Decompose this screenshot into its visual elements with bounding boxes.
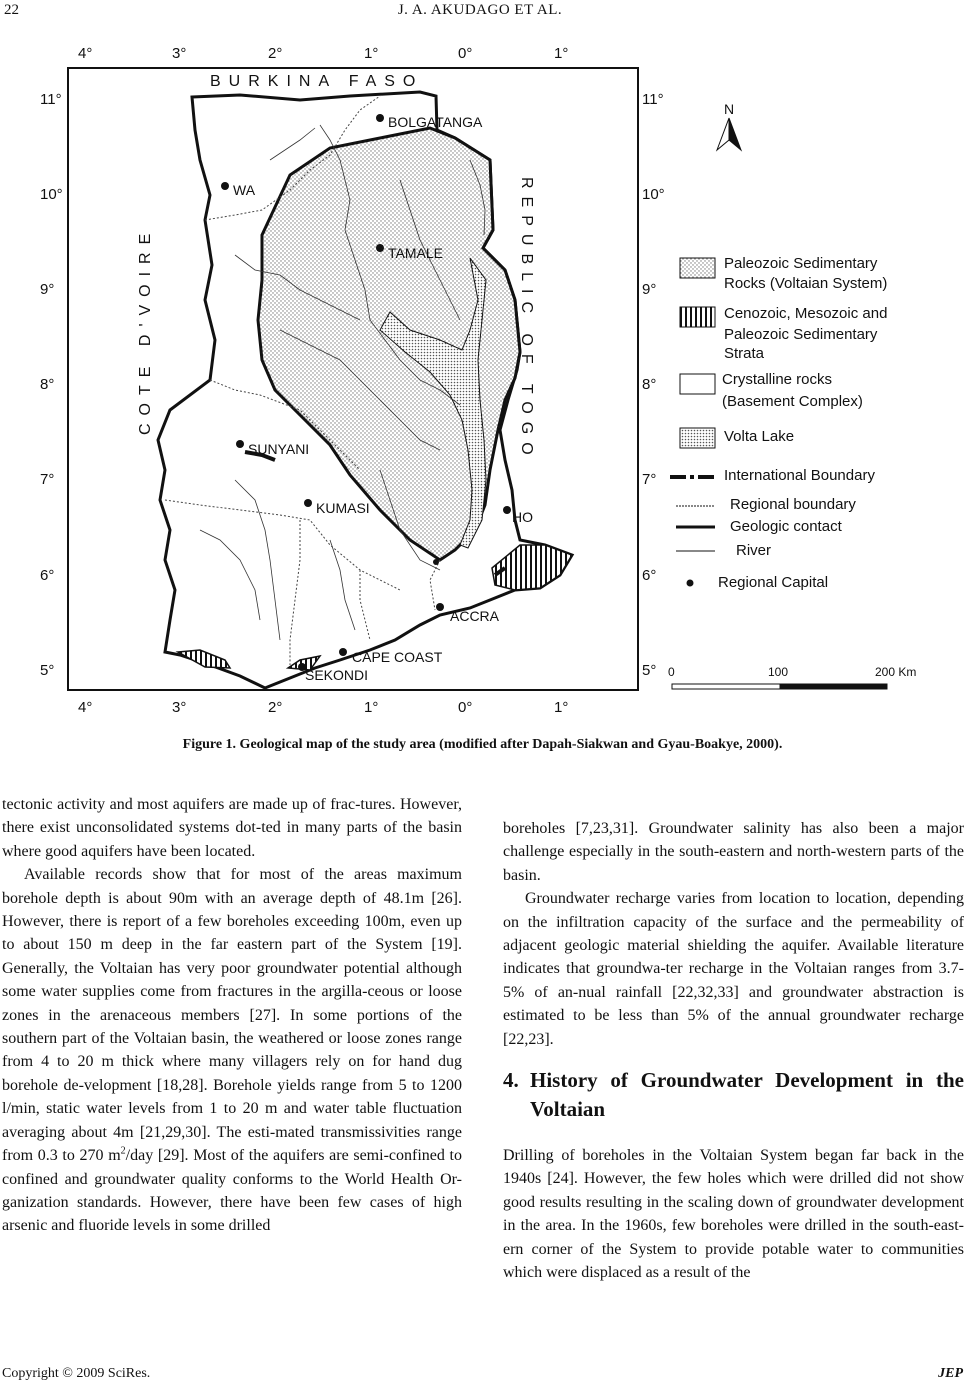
legend-label: Crystalline rocks [722, 371, 833, 388]
longitude-tick-label: 3° [172, 699, 187, 716]
svg-text:200 Km: 200 Km [875, 665, 917, 679]
country-label-north: BURKINA FASO [210, 73, 424, 90]
city-kumasi [304, 499, 312, 507]
latitude-tick-label: 11° [642, 91, 664, 108]
legend-label: Regional Capital [718, 574, 829, 591]
scale-bar [668, 665, 916, 689]
city-accra [436, 603, 444, 611]
copyright-footer: Copyright © 2009 SciRes. [2, 1366, 151, 1381]
longitude-tick-label: 2° [268, 45, 283, 62]
paragraph: Groundwater recharge varies from location to location, depending on the infiltration capacity of the surface and the permeability of adjacent geologic material shielding the aquifer. Available literature indicates that groundwa-ter recharge in the Voltaian ranges from 3.7-5% of an-nual rainfall [22,32,33] and groundwater abstraction is estimated to be less than 5% of the annual groundwater recharge [22,23]. [503, 890, 964, 1048]
legend-label: Cenozoic, Mesozoic and [724, 305, 888, 322]
legend-label: International Boundary [724, 467, 875, 484]
latitude-tick-label: 5° [40, 662, 55, 679]
paragraph: tectonic activity and most aquifers are made up of frac-tures. However, there exist unconsolidated systems dot-ted in many parts of the basin where good aquifers have been located. [2, 796, 462, 860]
legend-label: Volta Lake [724, 428, 795, 445]
right-column [503, 817, 964, 1285]
latitude-tick-label: 6° [40, 567, 55, 584]
section-heading [503, 1066, 964, 1124]
page-number: 22 [4, 2, 19, 18]
longitude-tick-label: 3° [172, 45, 187, 62]
city-label: HO [512, 509, 533, 525]
latitude-tick-label: 6° [642, 567, 657, 584]
legend-label: Rocks (Voltaian System) [724, 275, 888, 292]
geological-map-figure [0, 30, 965, 730]
city-sunyani [236, 440, 244, 448]
legend-label: Paleozoic Sedimentary [724, 326, 878, 343]
legend-label: Strata [724, 345, 765, 362]
latitude-tick-label: 9° [642, 281, 657, 298]
latitude-tick-label: 8° [642, 376, 657, 393]
north-arrow-icon [717, 101, 741, 150]
section-title: History of Groundwater Development in the Voltaian [530, 1068, 964, 1122]
city-label: SUNYANI [248, 441, 310, 457]
map-legend [670, 255, 887, 591]
country-label-east: REPUBLIC OF TOGO [518, 177, 535, 463]
latitude-tick-label: 11° [40, 91, 62, 108]
city-label: SEKONDI [305, 667, 369, 683]
legend-label: Paleozoic Sedimentary [724, 255, 878, 272]
city-label: CAPE COAST [352, 649, 443, 665]
latitude-tick-label: 10° [40, 186, 63, 203]
longitude-tick-label: 2° [268, 699, 283, 716]
longitude-tick-label: 1° [364, 45, 379, 62]
latitude-tick-label: 10° [642, 186, 665, 203]
left-column [2, 793, 462, 1238]
longitude-tick-label: 0° [458, 45, 473, 62]
svg-text:100: 100 [768, 665, 789, 679]
city-bolgatanga [376, 114, 384, 122]
latitude-tick-label: 9° [40, 281, 55, 298]
svg-text:0: 0 [668, 665, 675, 679]
city-marker-akosombo [433, 559, 439, 565]
journal-footer: JEP [938, 1366, 963, 1381]
city-label: ACCRA [450, 608, 500, 624]
legend-label: Regional boundary [730, 496, 856, 513]
city-label: KUMASI [316, 500, 370, 516]
legend-label: River [736, 542, 772, 559]
latitude-labels-left [40, 91, 63, 679]
latitude-tick-label: 7° [40, 471, 55, 488]
latitude-tick-label: 8° [40, 376, 55, 393]
longitude-tick-label: 1° [364, 699, 379, 716]
section-number: 4. [503, 1068, 519, 1093]
longitude-labels-top [78, 45, 568, 62]
longitude-tick-label: 4° [78, 699, 93, 716]
city-wa [221, 182, 229, 190]
running-head: J. A. AKUDAGO ET AL. [397, 2, 563, 18]
paragraph: Available records show that for most of the areas maximum borehole depth is about 90m with an average depth of 48.1m [26]. However, there is report of a few boreholes exceeding 100m, even up to about 150 m deep in the far eastern part of the System [19]. Generally, the Voltaian has very poor groundwater potential although some water supplies come from fractures in the argilla-ceous or loose zones in the arenaceous members [27]. In some portions of the southern part of the Voltaian basin, the weathered or loose zones range from 4 to 20 m thick where many villagers rely on for hand dug borehole de-velopment [18,28]. Borehole yields range from 5 to 1200 l/min, static water levels from 1 to 20 m and water table fluctuation averaging about 4m [21,29,30]. The esti-mated transmissivities range from 0.3 to 270 $m^2$/day [29]. Most of the aquifers are semi-confined to confined and groundwater quality conforms to the World Health Or-ganization standards. However, there have been few cases of high arsenic and fluoride levels in some drilled [2, 866, 462, 1235]
paragraph: Drilling of boreholes in the Voltaian System began far back in the 1940s [24]. However, the few holes which were drilled did not show good results resulting in the scaling down of groundwater development in the area. In the 1960s, few boreholes were drilled in the south-east-ern corner of the System to provide potable water to communities which were displaced as a result of the [503, 1147, 964, 1282]
figure-caption: Figure 1. Geological map of the study area (modified after Dapah-Siakwan and Gyau-Boakye, 2000). [182, 737, 783, 752]
city-ho [503, 506, 511, 514]
svg-text:N: N [724, 101, 735, 117]
longitude-tick-label: 0° [458, 699, 473, 716]
latitude-tick-label: 7° [642, 471, 657, 488]
longitude-labels-bottom [78, 699, 568, 716]
city-tamale [376, 244, 384, 252]
legend-label: Geologic contact [730, 518, 842, 535]
latitude-labels-right [642, 91, 665, 679]
city-label: BOLGATANGA [388, 114, 483, 130]
city-label: TAMALE [388, 245, 443, 261]
country-label-west: COTE D'VOIRE [137, 225, 154, 435]
city-cape-coast [339, 648, 347, 656]
longitude-tick-label: 1° [554, 45, 569, 62]
legend-label: (Basement Complex) [722, 393, 863, 410]
paragraph: boreholes [7,23,31]. Groundwater salinity has also been a major challenge especially in the south-eastern and north-western parts of the basin. [503, 820, 964, 884]
longitude-tick-label: 4° [78, 45, 93, 62]
longitude-tick-label: 1° [554, 699, 569, 716]
city-label: WA [233, 182, 256, 198]
latitude-tick-label: 5° [642, 662, 657, 679]
